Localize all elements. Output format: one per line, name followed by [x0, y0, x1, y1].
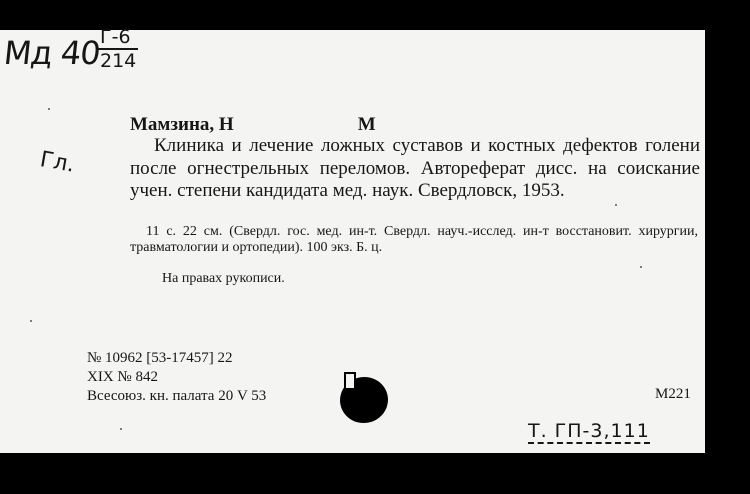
speck — [30, 320, 32, 322]
footer-line-number: № 10962 [53-17457] 22 — [87, 350, 233, 366]
speck — [615, 204, 617, 206]
shelfmark — [2, 26, 137, 72]
bottom-handwritten-stamp: Т. ГП-3,111 — [528, 420, 650, 442]
footer-line-chamber: Всесоюз. кн. палата 20 V 53 — [87, 388, 267, 404]
shelfmark-main: Мд 40 — [2, 34, 102, 72]
shelfmark-fraction — [98, 26, 138, 72]
rights-note: На правах рукописи. — [162, 271, 285, 286]
author-initial: М — [357, 114, 376, 135]
shelfmark-bottom: 214 — [100, 50, 137, 72]
ink-blot-highlight — [344, 372, 356, 390]
speck — [48, 108, 50, 110]
speck — [120, 428, 122, 430]
catalog-code: M221 — [655, 386, 691, 402]
card-footer — [87, 349, 266, 406]
handwritten-margin-note: Гл. — [38, 147, 77, 178]
footer-line-series: XIX № 842 — [87, 369, 158, 385]
record-description: 11 с. 22 см. (Свердл. гос. мед. ин-т. Свердл. науч.-исслед. ин-т восстановит. хирургии, травматологии и ортопедии). 100 экз. Б. ц. — [130, 224, 698, 255]
author-surname: Мамзина, Н — [130, 114, 234, 135]
record-title: Клиника и лечение ложных суставов и костных дефектов голени после огнестрельных переломов. Автореферат дисс. на соискание учен. степени кандидата мед. наук. Свердловск, 1953. — [130, 135, 700, 201]
speck — [640, 266, 642, 268]
shelfmark-top: Г-6 — [98, 26, 138, 50]
author-heading — [130, 114, 376, 136]
